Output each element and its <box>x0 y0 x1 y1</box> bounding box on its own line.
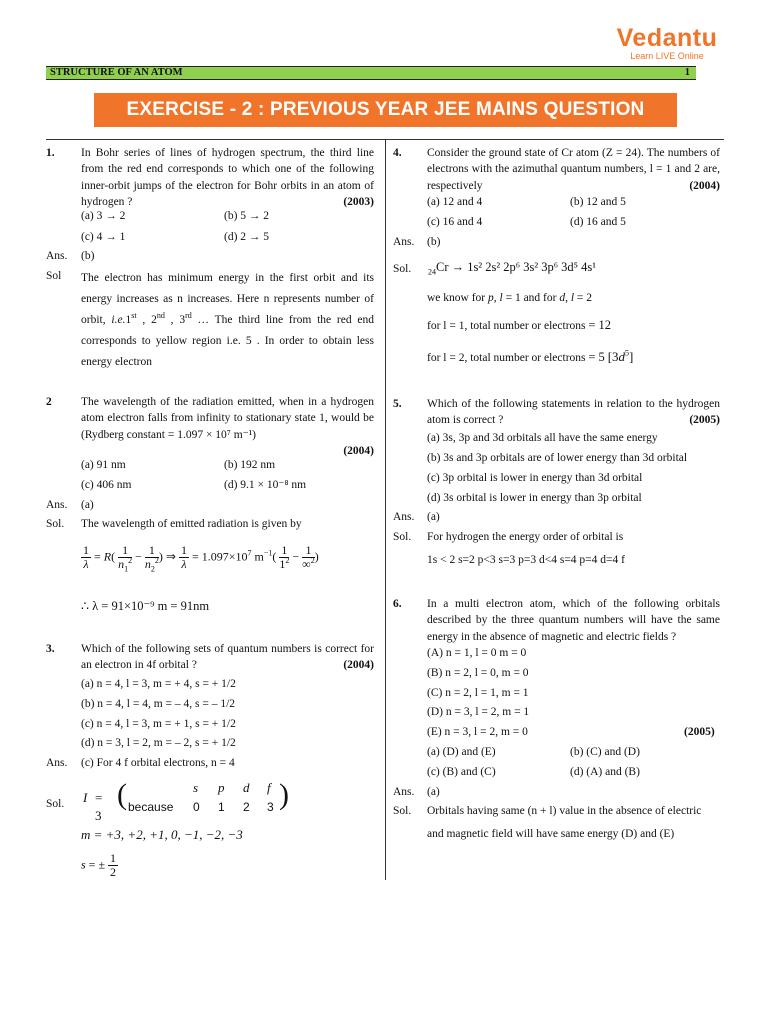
q4-option-b: (b) 12 and 5 <box>570 196 626 208</box>
q4-sol-label: Sol. <box>393 263 412 275</box>
q2-rydberg-formula: $\frac{1}{\lambda}$ = R( $\frac{1}{n_1^2}$ − $\frac{1}{n_2^2}$ ) ⇒ $\frac{1}{\lambda}$ = $1.097\times 10^7$ $m^{-1}$( $\frac{1}{1^2}$ − $\frac{1}{\infty^2}$ ) <box>83 543 319 574</box>
page-number: 1 <box>684 67 690 78</box>
q1-year: (2003) <box>343 195 374 208</box>
logo-brand: Vedantu <box>616 24 718 52</box>
q1-option-c: (c) 4 → 1 <box>81 231 126 243</box>
q1-question: In Bohr series of lines of hydrogen spectrum, the third line from the red end corresponds to which one of the following inner-orbit jumps of the electron for Bohr orbits in an atom of hydrogen ? <box>81 147 374 208</box>
q1-sol-part-a: The electron has minimum energy in the first orbit and its energy increases as n increases. Here n represents number of orbit, <box>81 272 374 326</box>
q3-sol-label: Sol. <box>46 798 65 810</box>
exercise-banner: EXERCISE - 2 : PREVIOUS YEAR JEE MAINS QUESTION <box>94 93 677 127</box>
q3-option-a: (a) n = 4, l = 3, m = + 4, s = + 1/2 <box>81 678 236 690</box>
chapter-header-bar <box>46 66 696 80</box>
q4-line2-value: = 12 <box>588 318 612 332</box>
q2-option-a: (a) 91 nm <box>81 459 126 471</box>
q6-question: In a multi electron atom, which of the following orbitals described by the three quantum numbers will have the same energy in the absence of magnetic and electric fields ? <box>427 598 720 643</box>
q6-set-b: (B) n = 2, l = 0, m = 0 <box>427 667 529 679</box>
q5-year: (2005) <box>689 414 720 427</box>
q1-sol-part-b: The third line from the red end corresponds to yellow region <box>81 314 375 347</box>
q3-option-c: (c) n = 4, l = 3, m = + 1, s = + 1/2 <box>81 718 236 730</box>
q1-option-a: (a) 3 → 2 <box>81 210 126 222</box>
q1-solution: The electron has minimum energy in the first orbit and its energy increases as n increases. Here n represents number of orbit, i.e.1st , 2nd , 3rd … The third line from the red end corresponds to yellow region i.e. 5 . In order to obtain less energy electron <box>81 272 375 368</box>
q2-option-b: (b) 192 nm <box>224 459 276 471</box>
q6-set-d: (D) n = 3, l = 2, m = 1 <box>427 706 530 718</box>
q3-matrix-p: p <box>218 780 225 795</box>
q4-answer: (b) <box>427 236 441 248</box>
q6-set-c: (C) n = 2, l = 1, m = 1 <box>427 687 529 699</box>
q6-option-c: (c) (B) and (C) <box>427 766 496 778</box>
q6-year: (2005) <box>684 726 715 738</box>
logo-tagline: Learn LIVE Online <box>630 51 704 61</box>
q4-config: $_{24}$Cr → 1s² 2s² 2p⁶ 3s² 3p⁶ 3d⁵ 4s¹ <box>428 260 597 277</box>
q3-matrix-s: s <box>193 780 199 795</box>
q2-year: (2004) <box>343 444 374 457</box>
q1-sol-part-c: In order to obtain less energy electron <box>81 335 374 368</box>
q4-line1: we know for p, l = 1 and for d, l = 2 <box>427 292 593 304</box>
q3-answer: (c) For 4 f orbital electrons, n = 4 <box>81 757 235 769</box>
q3-option-d: (d) n = 3, l = 2, m = – 2, s = + 1/2 <box>81 737 236 749</box>
q3-matrix-f: f <box>267 780 271 795</box>
q5-answer: (a) <box>427 511 440 523</box>
vedantu-logo <box>612 26 722 61</box>
q4-option-c: (c) 16 and 4 <box>427 216 483 228</box>
q4-option-a: (a) 12 and 4 <box>427 196 483 208</box>
q2-number: 2 <box>46 396 52 408</box>
q2-sol-label: Sol. <box>46 518 65 530</box>
q2-result: ∴ λ = 91×10⁻⁹ m = 91nm <box>81 599 210 613</box>
q4-line1-text: we know for <box>427 292 486 304</box>
q6-option-d: (d) (A) and (B) <box>570 766 640 778</box>
q5-option-d: (d) 3s orbital is lower in energy than 3p orbital <box>427 492 642 504</box>
q6-sol-label: Sol. <box>393 805 412 817</box>
q2-question: The wavelength of the radiation emitted, when in a hydrogen atom electron falls from infinity to stationary state 1, would be (Rydberg constant = 1.097 × 10⁷ m⁻¹) <box>81 396 374 441</box>
q2-ans-label: Ans. <box>46 499 68 511</box>
q1-sol-math: i.e. <box>111 314 126 326</box>
q4-ans-label: Ans. <box>393 236 415 248</box>
q5-number: 5. <box>393 398 402 410</box>
q6-answer: (a) <box>427 786 440 798</box>
q3-matrix-v2: 2 <box>243 800 250 814</box>
q1-ans-label: Ans. <box>46 250 68 262</box>
q2-answer: (a) <box>81 499 94 511</box>
q3-ans-label: Ans. <box>46 757 68 769</box>
q3-spin: s = ± $\frac{1}{2}$ <box>81 851 117 880</box>
q4-line2-text: for l = 1, total number or electrons <box>427 320 586 332</box>
q5-option-c: (c) 3p orbital is lower in energy than 3d orbital <box>427 472 643 484</box>
q1-answer: (b) <box>81 250 95 262</box>
q6-set-a: (A) n = 1, l = 0 m = 0 <box>427 647 527 659</box>
q3-matrix-word: because <box>128 800 174 814</box>
q4-number: 4. <box>393 147 402 159</box>
q3-matrix-v0: 0 <box>193 800 200 814</box>
q1-text <box>81 145 374 210</box>
q6-sol-part-b: and magnetic field will have same energy (D) and (E) <box>427 828 675 840</box>
q4-line3-value: = 5 <box>588 350 605 364</box>
q3-matrix-v3: 3 <box>267 800 274 814</box>
column-divider <box>385 140 386 880</box>
chapter-title: STRUCTURE OF AN ATOM <box>50 67 183 78</box>
q6-number: 6. <box>393 598 402 610</box>
q4-option-d: (d) 16 and 5 <box>570 216 626 228</box>
q3-matrix-d: d <box>243 780 250 795</box>
q1-option-d: (d) 2 → 5 <box>224 231 270 243</box>
q4-config-text: Cr → 1s² 2s² 2p⁶ 3s² 3p⁶ 3d⁵ 4s¹ <box>436 260 597 274</box>
q4-question: Consider the ground state of Cr atom (Z = 24). The numbers of electrons with the azimuthal quantum numbers, l = 1 and 2 are, respectively <box>427 147 720 192</box>
q2-option-d: (d) 9.1 × 10⁻⁸ nm <box>224 479 307 491</box>
q6-option-a: (a) (D) and (E) <box>427 746 496 758</box>
q3-matrix-v1: 1 <box>218 800 225 814</box>
q5-option-b: (b) 3s and 3p orbitals are of lower energy than 3d orbital <box>427 452 688 464</box>
q5-ans-label: Ans. <box>393 511 415 523</box>
q1-option-b: (b) 5 → 2 <box>224 210 270 222</box>
q6-ans-label: Ans. <box>393 786 415 798</box>
q3-m-values: m = +3, +2, +1, 0, −1, −2, −3 <box>81 827 243 842</box>
q6-set-e: (E) n = 3, l = 2, m = 0 <box>427 726 528 738</box>
q2-text <box>81 394 374 459</box>
q4-line2 <box>427 317 611 335</box>
q5-text <box>427 396 720 429</box>
q4-text <box>427 145 720 194</box>
q3-number: 3. <box>46 643 55 655</box>
q6-sol-part-a: Orbitals having same (n + l) value in the absence of electric <box>427 805 702 817</box>
q6-option-b: (b) (C) and (D) <box>570 746 640 758</box>
q3-option-b: (b) n = 4, l = 4, m = – 4, s = – 1/2 <box>81 698 236 710</box>
q5-sol-text: For hydrogen the energy order of orbital is <box>427 531 624 543</box>
q5-question: Which of the following statements in relation to the hydrogen atom is correct ? <box>427 398 720 427</box>
q2-option-c: (c) 406 nm <box>81 479 132 491</box>
q1-number: 1. <box>46 147 55 159</box>
q5-sol-label: Sol. <box>393 531 412 543</box>
q6-text <box>427 596 720 645</box>
q4-line3: for l = 2, total number or electrons = 5 $[3d^5]$ <box>427 348 634 364</box>
q4-line3-text: for l = 2, total number or electrons <box>427 352 586 364</box>
q5-option-a: (a) 3s, 3p and 3d orbitals all have the same energy <box>427 432 658 444</box>
q1-sol-label: Sol <box>46 270 62 282</box>
q3-text <box>81 641 374 674</box>
q3-year: (2004) <box>343 659 374 672</box>
q4-year: (2004) <box>689 179 720 192</box>
q5-energy-order: 1s < 2 s=2 p<3 s=3 p=3 d<4 s=4 p=4 d=4 f <box>427 554 625 566</box>
q2-sol-text: The wavelength of emitted radiation is given by <box>81 518 302 530</box>
q3-question: Which of the following sets of quantum numbers is correct for an electron in 4f orbital ? <box>81 643 374 672</box>
